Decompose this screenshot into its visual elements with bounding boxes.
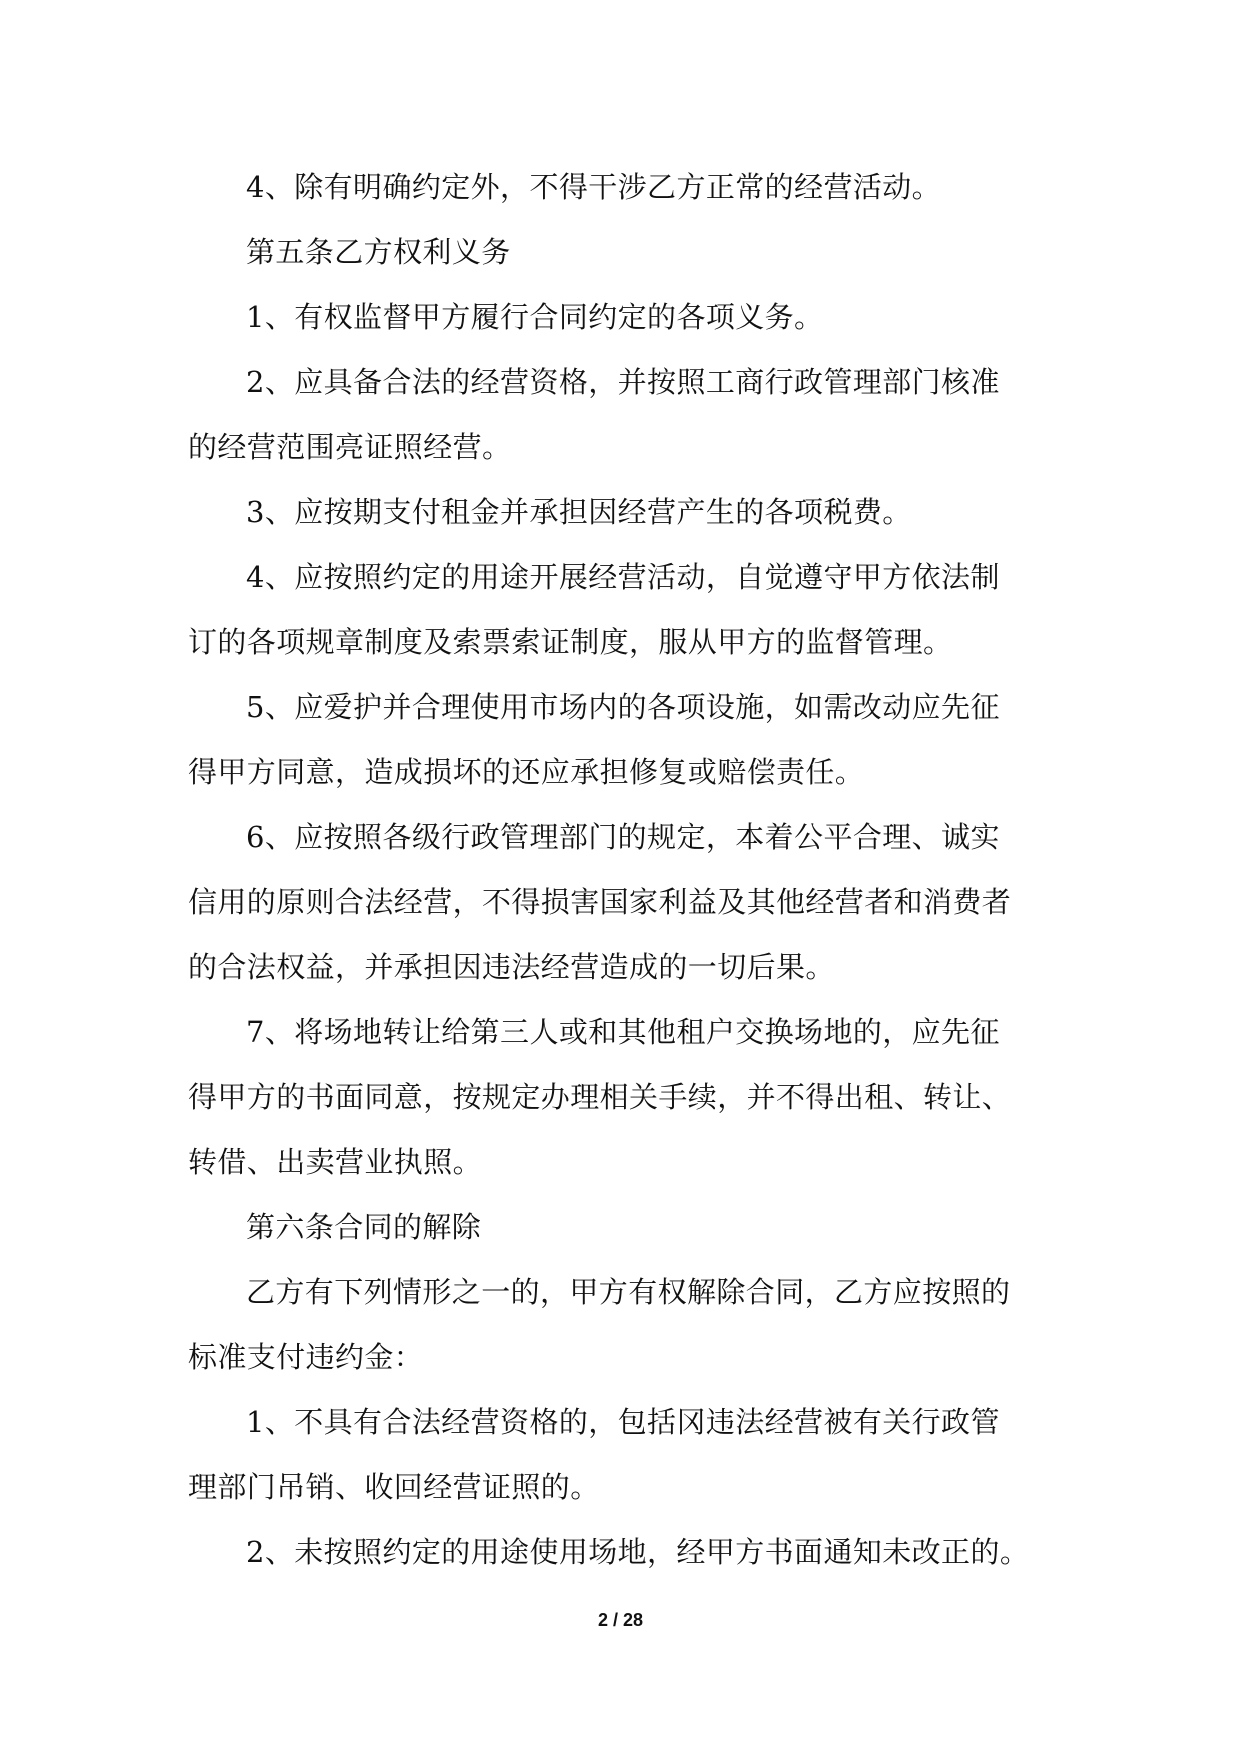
text-line: 5、应爱护并合理使用市场内的各项设施，如需改动应先征 bbox=[246, 690, 1000, 724]
paragraph bbox=[188, 350, 1068, 480]
paragraph bbox=[188, 1260, 1068, 1390]
text-line: 6、应按照各级行政管理部门的规定，本着公平合理、诚实 bbox=[246, 820, 1000, 854]
paragraph bbox=[188, 1520, 1068, 1585]
text-line: 2、应具备合法的经营资格，并按照工商行政管理部门核准 bbox=[246, 365, 1000, 399]
paragraph bbox=[188, 805, 1068, 1000]
text-line: 3、应按期支付租金并承担因经营产生的各项税费。 bbox=[246, 495, 912, 529]
text-line: 得甲方的书面同意，按规定办理相关手续，并不得出租、转让、 bbox=[188, 1080, 1012, 1114]
paragraph bbox=[188, 155, 1068, 220]
paragraph bbox=[188, 220, 1068, 285]
text-line: 4、应按照约定的用途开展经营活动，自觉遵守甲方依法制 bbox=[246, 560, 1000, 594]
text-line: 第五条乙方权利义务 bbox=[246, 235, 511, 269]
paragraph bbox=[188, 545, 1068, 675]
text-line: 第六条合同的解除 bbox=[246, 1210, 482, 1244]
page-number: 2 / 28 bbox=[597, 1610, 644, 1630]
text-line: 标准支付违约金： bbox=[188, 1340, 424, 1374]
paragraph bbox=[188, 1390, 1068, 1520]
text-line: 4、除有明确约定外，不得干涉乙方正常的经营活动。 bbox=[246, 170, 942, 204]
text-line: 的经营范围亮证照经营。 bbox=[188, 430, 512, 464]
paragraph bbox=[188, 1195, 1068, 1260]
paragraph bbox=[188, 285, 1068, 350]
text-line: 订的各项规章制度及索票索证制度，服从甲方的监督管理。 bbox=[188, 625, 953, 659]
text-line: 信用的原则合法经营，不得损害国家利益及其他经营者和消费者 bbox=[188, 885, 1012, 919]
text-line: 乙方有下列情形之一的，甲方有权解除合同，乙方应按照的 bbox=[246, 1275, 1011, 1309]
text-line: 7、将场地转让给第三人或和其他租户交换场地的，应先征 bbox=[246, 1015, 1000, 1049]
text-line: 得甲方同意，造成损坏的还应承担修复或赔偿责任。 bbox=[188, 755, 865, 789]
text-line: 1、有权监督甲方履行合同约定的各项义务。 bbox=[246, 300, 824, 334]
text-line: 的合法权益，并承担因违法经营造成的一切后果。 bbox=[188, 950, 835, 984]
document-body bbox=[188, 155, 1068, 1585]
paragraph bbox=[188, 480, 1068, 545]
text-line: 2、未按照约定的用途使用场地，经甲方书面通知未改正的。 bbox=[246, 1535, 1030, 1569]
paragraph bbox=[188, 1000, 1068, 1195]
paragraph bbox=[188, 675, 1068, 805]
text-line: 转借、出卖营业执照。 bbox=[188, 1145, 483, 1179]
text-line: 理部门吊销、收回经营证照的。 bbox=[188, 1470, 600, 1504]
text-line: 1、不具有合法经营资格的，包括冈违法经营被有关行政管 bbox=[246, 1405, 1000, 1439]
